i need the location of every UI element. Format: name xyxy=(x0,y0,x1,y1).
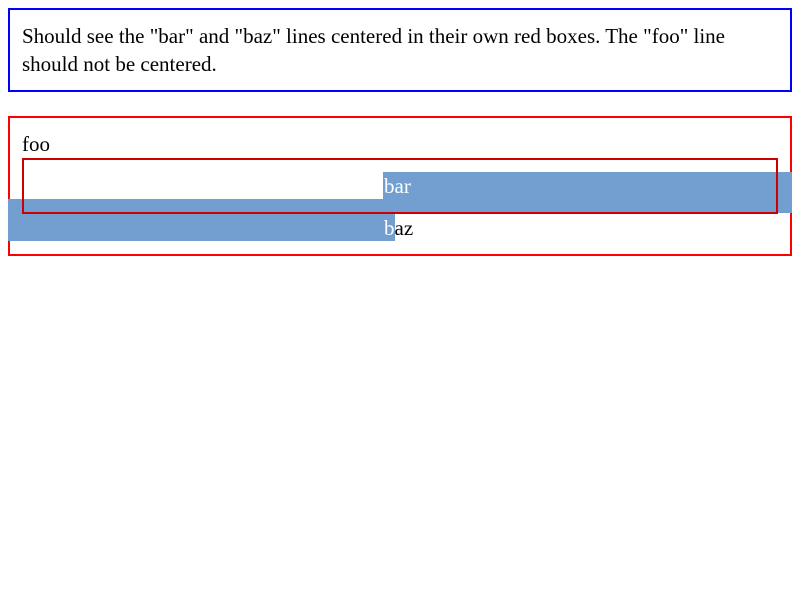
foo-line: foo xyxy=(22,132,50,156)
instruction-text: Should see the "bar" and "baz" lines centered in their own red boxes. The "foo" line should not be centered. xyxy=(22,24,726,76)
bar-line: bar xyxy=(384,174,411,198)
baz-line xyxy=(384,214,413,242)
baz-selected-letter: b xyxy=(384,216,395,240)
baz-rest-text: az xyxy=(394,216,414,240)
instruction-box xyxy=(8,8,792,92)
